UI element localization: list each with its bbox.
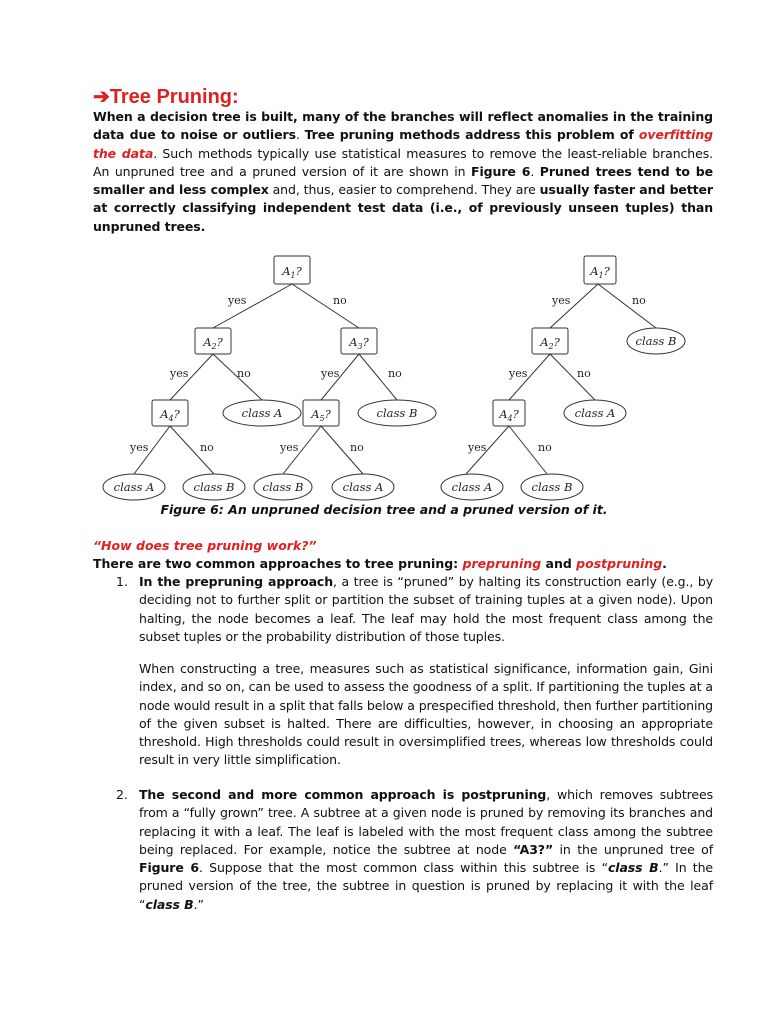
tree-node-decision [274, 256, 310, 284]
svg-text:no: no [237, 367, 251, 380]
svg-text:class A: class A [451, 480, 493, 494]
tree-node-leaf [358, 400, 436, 426]
tree-node-leaf [332, 474, 394, 500]
svg-text:no: no [350, 441, 364, 454]
svg-text:A5?: $A_5$? [311, 407, 331, 423]
svg-text:no: no [577, 367, 591, 380]
list-number-1: 1. [116, 574, 128, 589]
svg-text:no: no [200, 441, 214, 454]
svg-text:A4?: $A_4$? [499, 407, 519, 423]
svg-text:A2?: $A_2$? [203, 335, 223, 351]
svg-text:A3?: $A_3$? [349, 335, 369, 351]
svg-text:A2?: $A_2$? [540, 335, 560, 351]
svg-text:no: no [333, 294, 347, 307]
svg-text:class A: class A [574, 406, 616, 420]
unpruned-tree [103, 256, 436, 500]
tree-node-decision [195, 328, 231, 354]
tree-node-leaf [254, 474, 312, 500]
svg-text:no: no [538, 441, 552, 454]
svg-text:class B: class B [193, 480, 235, 494]
tree-node-leaf [103, 474, 165, 500]
tree-node-decision [584, 256, 616, 284]
tree-node-leaf [183, 474, 245, 500]
svg-text:A1?: $A_1$? [282, 264, 302, 280]
svg-text:no: no [388, 367, 402, 380]
svg-text:class B: class B [635, 334, 677, 348]
tree-node-decision [152, 400, 188, 426]
tree-node-leaf [441, 474, 503, 500]
tree-node-leaf [564, 400, 626, 426]
svg-text:yes: yes [130, 441, 149, 454]
tree-node-leaf [223, 400, 301, 426]
tree-node-decision [303, 400, 339, 426]
svg-text:no: no [632, 294, 646, 307]
tree-node-leaf [627, 328, 685, 354]
list-item-prepruning: In the prepruning approach, a tree is “pruned” by halting its construction early (e.g., by deciding not to further split or partition the subset of training tuples at a given node). Upon halting, the node becomes a leaf. The leaf may hold the most frequent class among the subset tuples or the probability distribution of those tuples. [139, 574, 713, 644]
svg-text:class B: class B [262, 480, 304, 494]
list-item-postpruning: The second and more common approach is postpruning, which removes subtrees from a “fully grown” tree. A subtree at a given node is pruned by removing its branches and replacing it with a leaf. The leaf is labeled with the most frequent class among the subtree being replaced. For example, notice the subtree at node “A3?” in the unpruned tree of Figure 6. Suppose that the most common class within this subtree is “class B.” In the pruned version of the tree, the subtree in question is pruned by replacing it with the leaf “class B.” [139, 787, 714, 912]
svg-text:class A: class A [241, 406, 283, 420]
section-heading [93, 84, 239, 109]
tree-node-decision [493, 400, 525, 426]
list-item-prepruning-detail: When constructing a tree, measures such as statistical significance, information gain, Gini index, and so on, can be used to assess the goodness of a split. If partitioning the tuples at a node would result in a split that falls below a prespecified threshold, then further partitioning of the given subset is halted. There are difficulties, however, in choosing an appropriate threshold. High thresholds could result in oversimplified trees, whereas low thresholds could result in very little simplification. [139, 661, 713, 768]
svg-text:class A: class A [113, 480, 155, 494]
decision-tree-figure [100, 248, 700, 508]
approaches-intro: There are two common approaches to tree pruning: prepruning and postpruning. [93, 556, 667, 571]
heading-title: Tree Pruning: [109, 86, 239, 108]
tree-node-leaf [521, 474, 583, 500]
tree-node-decision [341, 328, 377, 354]
svg-text:A4?: $A_4$? [160, 407, 180, 423]
list-number-2: 2. [116, 787, 128, 802]
svg-text:yes: yes [509, 367, 528, 380]
pruned-tree [441, 256, 685, 500]
svg-text:yes: yes [468, 441, 487, 454]
arrow-icon: ➔ [93, 86, 110, 108]
svg-text:class A: class A [342, 480, 384, 494]
svg-text:yes: yes [228, 294, 247, 307]
intro-paragraph: When a decision tree is built, many of the branches will reflect anomalies in the training data due to noise or outliers. Tree pruning methods address this problem of overfitting the data. Such methods typically use statistical measures to remove the least-reliable branches. An unpruned tree and a pruned version of it are shown in Figure 6. Pruned trees tend to be smaller and less complex and, thus, easier to comprehend. They are usually faster and better at correctly classifying independent test data (i.e., of previously unseen tuples) than unpruned trees. [93, 109, 714, 234]
svg-text:yes: yes [552, 294, 571, 307]
svg-text:class B: class B [376, 406, 418, 420]
tree-node-decision [532, 328, 568, 354]
figure-caption: Figure 6: An unpruned decision tree and a pruned version of it. [160, 502, 608, 517]
svg-text:class B: class B [531, 480, 573, 494]
edge-labels [129, 294, 646, 454]
svg-text:yes: yes [321, 367, 340, 380]
question-heading: “How does tree pruning work?” [93, 538, 317, 553]
svg-text:yes: yes [280, 441, 299, 454]
svg-text:A1?: $A_1$? [590, 264, 610, 280]
svg-text:yes: yes [170, 367, 189, 380]
